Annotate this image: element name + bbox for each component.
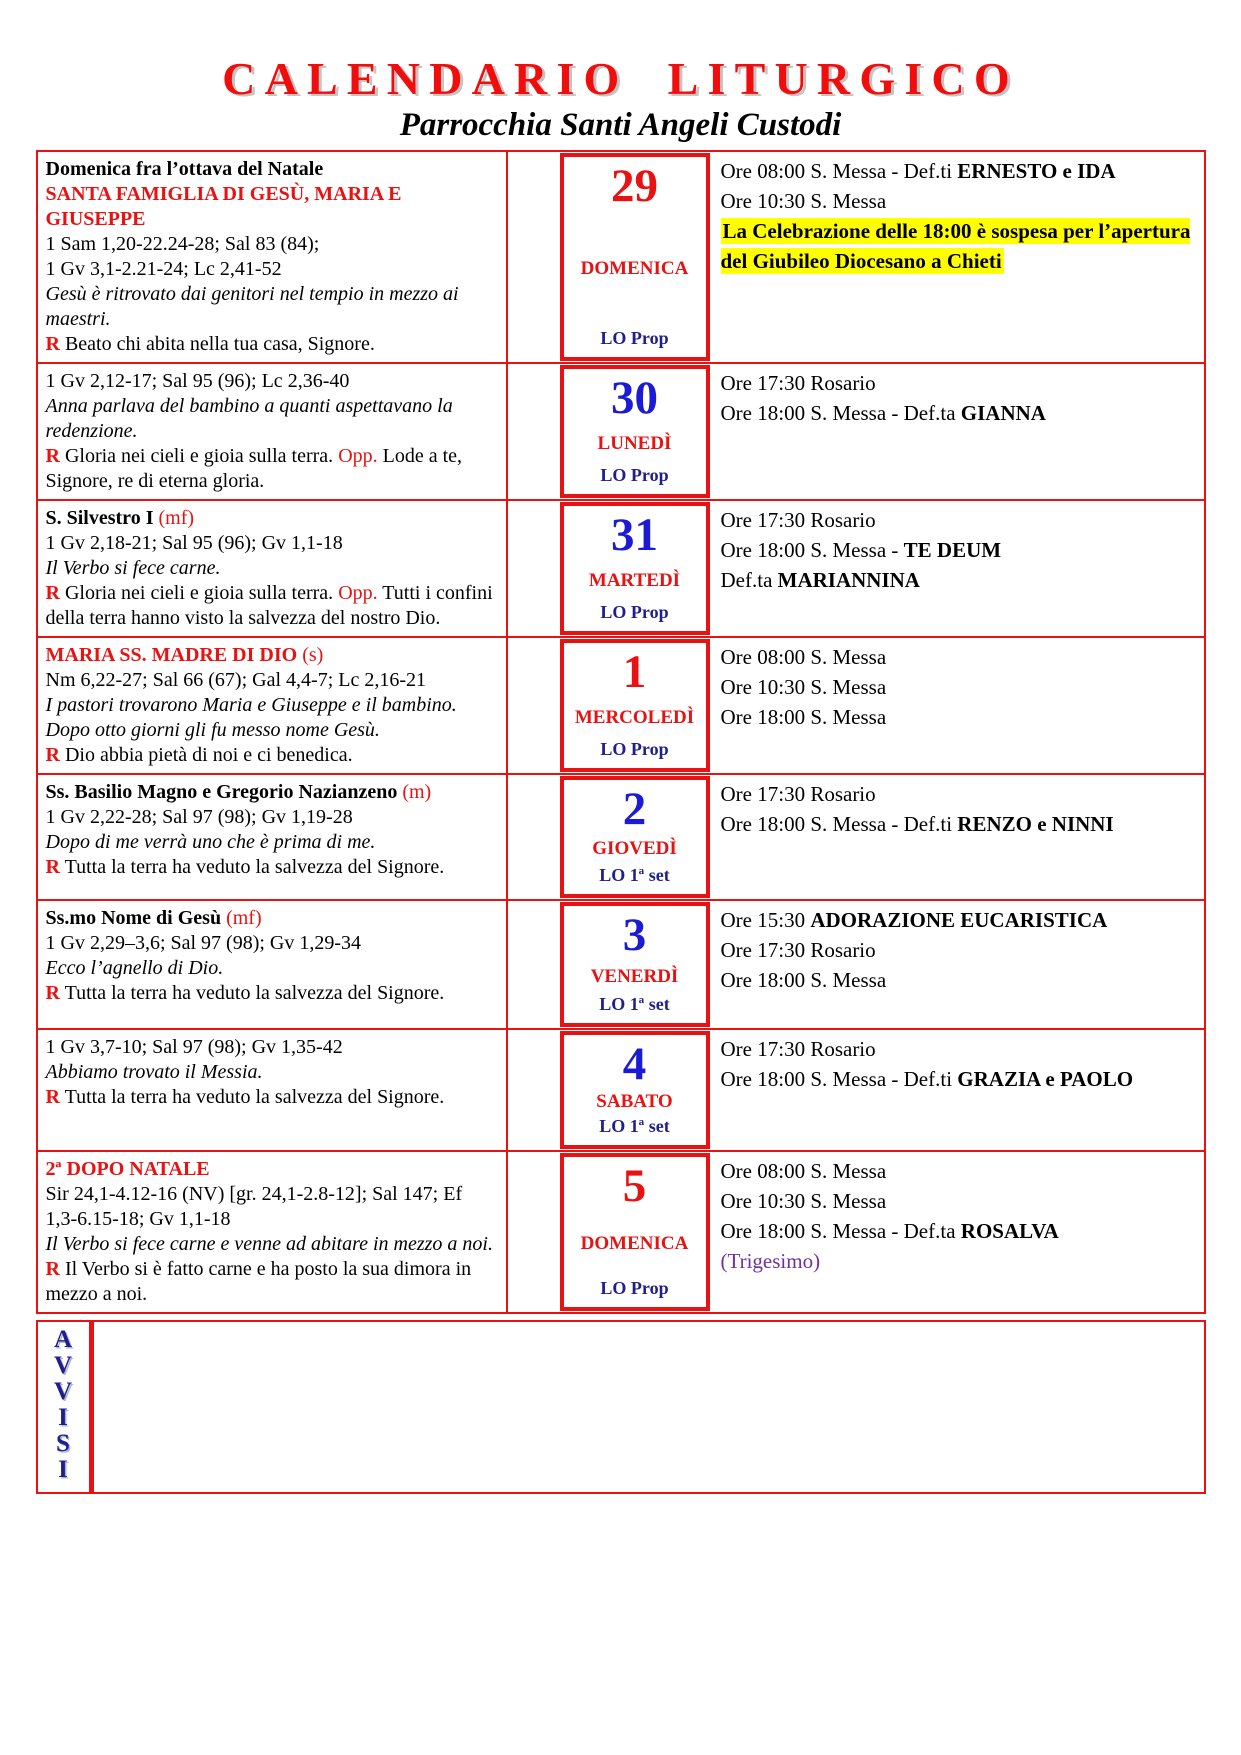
text-segment: Nm 6,22-27; Sal 66 (67); Gal 4,4-7; Lc 2,16-21 [45, 669, 426, 692]
liturgy-cell [38, 364, 508, 499]
liturgy-of-hours-label: LO Prop [600, 1277, 669, 1298]
text-segment: Ore 18:00 S. Messa - Def.ta [720, 401, 961, 426]
liturgy-of-hours-label: LO 1ª set [599, 864, 670, 885]
liturgy-cell [38, 638, 508, 773]
text-segment: Ore 18:00 S. Messa [720, 968, 887, 993]
text-segment: 1 Gv 3,1-2.21-24; Lc 2,41-52 [45, 258, 282, 281]
schedule-line [721, 1186, 1198, 1216]
text-segment: Il Verbo si è fatto carne e ha posto la sua dimora in mezzo a noi. [45, 1258, 472, 1306]
text-segment: 2ª DOPO NATALE [45, 1158, 210, 1181]
day-box [560, 902, 710, 1027]
schedule-line [721, 642, 1198, 672]
liturgy-cell [38, 501, 508, 636]
liturgy-line [46, 805, 498, 830]
liturgy-line [46, 257, 498, 282]
schedule-cell [710, 364, 1204, 499]
liturgy-line [46, 232, 498, 257]
avvisi-letter: V [53, 1352, 73, 1380]
liturgy-line [46, 855, 498, 880]
day-cell [508, 364, 710, 499]
liturgy-line [46, 1060, 498, 1085]
text-segment: Domenica fra l’ottava del Natale [45, 158, 324, 181]
text-segment: Ore 17:30 Rosario [720, 1037, 876, 1062]
text-segment: Gloria nei cieli e gioia sulla terra. [59, 582, 339, 605]
liturgy-line [46, 531, 498, 556]
text-segment: (mf) [226, 907, 262, 930]
day-number: 29 [611, 160, 658, 213]
liturgy-line [46, 780, 498, 805]
liturgy-of-hours-label: LO Prop [600, 464, 669, 485]
day-cell [508, 152, 710, 362]
schedule-line [721, 1156, 1198, 1186]
liturgy-line [46, 332, 498, 357]
calendar-row [38, 636, 1204, 773]
liturgy-of-hours-label: LO 1ª set [599, 993, 670, 1014]
day-cell [508, 501, 710, 636]
day-box [560, 639, 710, 772]
text-segment: R [45, 1258, 60, 1281]
calendar-row [38, 499, 1204, 636]
liturgy-cell [38, 1030, 508, 1150]
text-segment: Beato chi abita nella tua casa, Signore. [59, 333, 375, 356]
text-segment: R [45, 582, 60, 605]
schedule-line [721, 935, 1198, 965]
liturgy-line [46, 394, 498, 444]
day-number: 3 [622, 909, 647, 962]
avvisi-letter: A [53, 1326, 73, 1354]
text-segment: Anna parlava del bambino a quanti aspettavano la redenzione. [45, 395, 453, 443]
schedule-line [721, 565, 1198, 595]
liturgy-cell [38, 152, 508, 362]
text-segment: Gloria nei cieli e gioia sulla terra. [59, 445, 339, 468]
schedule-line [721, 505, 1198, 535]
schedule-line [721, 186, 1198, 216]
day-cell [508, 1030, 710, 1150]
text-segment: Ore 17:30 Rosario [720, 371, 876, 396]
text-segment: 1 Gv 2,29–3,6; Sal 97 (98); Gv 1,29-34 [45, 932, 362, 955]
avvisi-letter: V [53, 1378, 73, 1406]
day-box [560, 776, 710, 898]
day-box [560, 365, 710, 498]
schedule-cell [710, 1152, 1204, 1312]
text-segment: Ore 18:00 S. Messa - Def.ti [720, 812, 958, 837]
text-segment: Ore 18:00 S. Messa [720, 705, 887, 730]
schedule-line [721, 216, 1198, 276]
text-segment: Tutti i confini della terra hanno visto la salvezza del nostro Dio. [45, 582, 493, 630]
schedule-cell [710, 638, 1204, 773]
day-name: DOMENICA [580, 1233, 689, 1254]
day-name: SABATO [596, 1091, 673, 1112]
avvisi-content-empty [94, 1322, 1204, 1492]
text-segment: Opp. [338, 445, 378, 468]
calendar-row [38, 899, 1204, 1028]
text-segment: R [45, 333, 60, 356]
text-segment: (m) [402, 781, 432, 804]
liturgy-line [46, 157, 498, 182]
day-number: 1 [622, 646, 647, 699]
text-segment: Tutta la terra ha veduto la salvezza del Signore. [59, 1086, 445, 1109]
liturgy-line [46, 182, 498, 232]
text-segment: Ore 17:30 Rosario [720, 782, 876, 807]
schedule-line [721, 368, 1198, 398]
text-segment: MARIANNINA [777, 568, 920, 593]
liturgy-line [46, 830, 498, 855]
day-number: 2 [622, 783, 647, 836]
text-segment: Def.ta [720, 568, 778, 593]
schedule-line [721, 672, 1198, 702]
schedule-line [721, 1034, 1198, 1064]
day-name: LUNEDÌ [597, 432, 672, 454]
text-segment: Gesù è ritrovato dai genitori nel tempio in mezzo ai maestri. [45, 283, 459, 331]
text-segment: ROSALVA [960, 1219, 1059, 1244]
text-segment: R [45, 982, 60, 1005]
text-segment: Opp. [338, 582, 378, 605]
text-segment: Il Verbo si fece carne. [45, 557, 221, 580]
schedule-cell [710, 901, 1204, 1028]
schedule-cell [710, 775, 1204, 899]
day-name: VENERDÌ [590, 965, 679, 987]
text-segment: Lode a te, Signore, re di eterna gloria. [45, 445, 463, 493]
text-segment: 1 Gv 3,7-10; Sal 97 (98); Gv 1,35-42 [45, 1036, 343, 1059]
text-segment: R [45, 744, 60, 767]
text-segment: (mf) [158, 507, 195, 530]
day-name: MARTEDÌ [588, 569, 681, 591]
text-segment: Il Verbo si fece carne e venne ad abitare in mezzo a noi. [45, 1233, 493, 1256]
text-segment: S. Silvestro I [45, 507, 159, 530]
day-number: 30 [611, 372, 658, 425]
liturgy-line [46, 1085, 498, 1110]
schedule-line [721, 1216, 1198, 1246]
text-segment: 1 Gv 2,18-21; Sal 95 (96); Gv 1,1-18 [45, 532, 343, 555]
calendar-row [38, 1150, 1204, 1312]
day-box [560, 153, 710, 361]
avvisi-label [38, 1322, 94, 1492]
text-segment: Ore 17:30 Rosario [720, 508, 876, 533]
schedule-line [721, 1064, 1198, 1094]
schedule-cell [710, 152, 1204, 362]
text-segment: Ore 18:00 S. Messa - Def.ta [720, 1219, 961, 1244]
liturgy-line [46, 906, 498, 931]
text-segment: Ore 10:30 S. Messa [720, 189, 887, 214]
text-segment: Ore 18:00 S. Messa - [720, 538, 904, 563]
day-cell [508, 1152, 710, 1312]
text-segment: Sir 24,1-4.12-16 (NV) [gr. 24,1-2.8-12]; Sal 147; Ef 1,3-6.15-18; Gv 1,1-18 [45, 1183, 463, 1231]
calendar-row [38, 362, 1204, 499]
liturgy-line [46, 1157, 498, 1182]
text-segment: Ore 08:00 S. Messa - Def.ti [720, 159, 958, 184]
schedule-line [721, 1246, 1198, 1276]
avvisi-section [36, 1320, 1206, 1494]
liturgy-line [46, 668, 498, 693]
text-segment: 1 Sam 1,20-22.24-28; Sal 83 (84); [45, 233, 320, 256]
avvisi-letter: I [58, 1456, 68, 1484]
text-segment: Dio abbia pietà di noi e ci benedica. [59, 744, 353, 767]
liturgy-line [46, 643, 498, 668]
text-segment: ERNESTO e IDA [957, 159, 1116, 184]
text-segment: R [45, 856, 60, 879]
liturgy-cell [38, 901, 508, 1028]
text-segment: MARIA SS. MADRE DI DIO [45, 644, 303, 667]
text-segment: SANTA FAMIGLIA DI GESÙ, MARIA E GIUSEPPE [45, 183, 402, 231]
schedule-line [721, 398, 1198, 428]
calendar-table [36, 150, 1206, 1314]
day-number: 31 [611, 509, 658, 562]
day-name: MERCOLEDÌ [574, 706, 695, 728]
calendar-row [38, 1028, 1204, 1150]
liturgy-cell [38, 775, 508, 899]
text-segment: Tutta la terra ha veduto la salvezza del Signore. [59, 982, 445, 1005]
text-segment: (s) [302, 644, 324, 667]
schedule-line [721, 905, 1198, 935]
text-segment: GRAZIA e PAOLO [957, 1067, 1134, 1092]
day-box [560, 1153, 710, 1311]
liturgy-line [46, 581, 498, 631]
liturgy-of-hours-label: LO Prop [600, 738, 669, 759]
liturgy-of-hours-label: LO Prop [600, 327, 669, 348]
text-segment: I pastori trovarono Maria e Giuseppe e il bambino. Dopo otto giorni gli fu messo nome Gesù. [45, 694, 457, 742]
liturgy-line [46, 931, 498, 956]
avvisi-letter: I [58, 1404, 68, 1432]
text-segment: La Celebrazione delle 18:00 è sospesa per l’apertura del Giubileo Diocesano a Chieti [720, 219, 1191, 274]
day-box [560, 1031, 710, 1149]
day-name: GIOVEDÌ [592, 838, 677, 859]
schedule-line [721, 809, 1198, 839]
liturgy-line [46, 444, 498, 494]
liturgy-of-hours-label: LO Prop [600, 601, 669, 622]
calendar-row [38, 773, 1204, 899]
schedule-line [721, 965, 1198, 995]
liturgy-line [46, 506, 498, 531]
day-cell [508, 775, 710, 899]
day-number: 5 [622, 1160, 647, 1213]
text-segment: Ore 18:00 S. Messa - Def.ti [720, 1067, 958, 1092]
day-number: 4 [622, 1038, 647, 1091]
day-box [560, 502, 710, 635]
text-segment: RENZO e NINNI [957, 812, 1114, 837]
text-segment: Dopo di me verrà uno che è prima di me. [45, 831, 376, 854]
liturgy-line [46, 693, 498, 743]
liturgy-line [46, 369, 498, 394]
text-segment: (Trigesimo) [720, 1249, 821, 1274]
schedule-line [721, 779, 1198, 809]
liturgy-line [46, 981, 498, 1006]
text-segment: R [45, 1086, 60, 1109]
page-title: CALENDARIO LITURGICO [222, 53, 1019, 104]
calendar-row [38, 152, 1204, 362]
avvisi-letter: S [56, 1430, 70, 1458]
schedule-cell [710, 501, 1204, 636]
text-segment: GIANNA [960, 401, 1046, 426]
parish-subtitle: Parrocchia Santi Angeli Custodi [399, 107, 842, 143]
liturgy-line [46, 956, 498, 981]
text-segment: Ecco l’agnello di Dio. [45, 957, 224, 980]
schedule-line [721, 535, 1198, 565]
text-segment: Abbiamo trovato il Messia. [45, 1061, 263, 1084]
text-segment: Tutta la terra ha veduto la salvezza del Signore. [59, 856, 445, 879]
day-cell [508, 638, 710, 773]
day-name: DOMENICA [580, 258, 689, 279]
text-segment: TE DEUM [903, 538, 1002, 563]
liturgy-of-hours-label: LO 1ª set [599, 1115, 670, 1136]
text-segment: Ss.mo Nome di Gesù [45, 907, 227, 930]
text-segment: Ore 08:00 S. Messa [720, 1159, 887, 1184]
liturgy-line [46, 282, 498, 332]
text-segment: Ore 08:00 S. Messa [720, 645, 887, 670]
text-segment: Ss. Basilio Magno e Gregorio Nazianzeno [45, 781, 403, 804]
liturgy-line [46, 1182, 498, 1232]
liturgy-line [46, 1232, 498, 1307]
text-segment: ADORAZIONE EUCARISTICA [810, 908, 1108, 933]
liturgy-line [46, 1035, 498, 1060]
text-segment: 1 Gv 2,22-28; Sal 97 (98); Gv 1,19-28 [45, 806, 353, 829]
schedule-cell [710, 1030, 1204, 1150]
text-segment: Ore 17:30 Rosario [720, 938, 876, 963]
text-segment: 1 Gv 2,12-17; Sal 95 (96); Lc 2,36-40 [45, 370, 350, 393]
liturgy-cell [38, 1152, 508, 1312]
schedule-line [721, 702, 1198, 732]
schedule-line [721, 156, 1198, 186]
text-segment: Ore 15:30 [720, 908, 811, 933]
text-segment: Ore 10:30 S. Messa [720, 1189, 887, 1214]
day-cell [508, 901, 710, 1028]
text-segment: R [45, 445, 60, 468]
liturgy-line [46, 743, 498, 768]
text-segment: Ore 10:30 S. Messa [720, 675, 887, 700]
liturgy-line [46, 556, 498, 581]
